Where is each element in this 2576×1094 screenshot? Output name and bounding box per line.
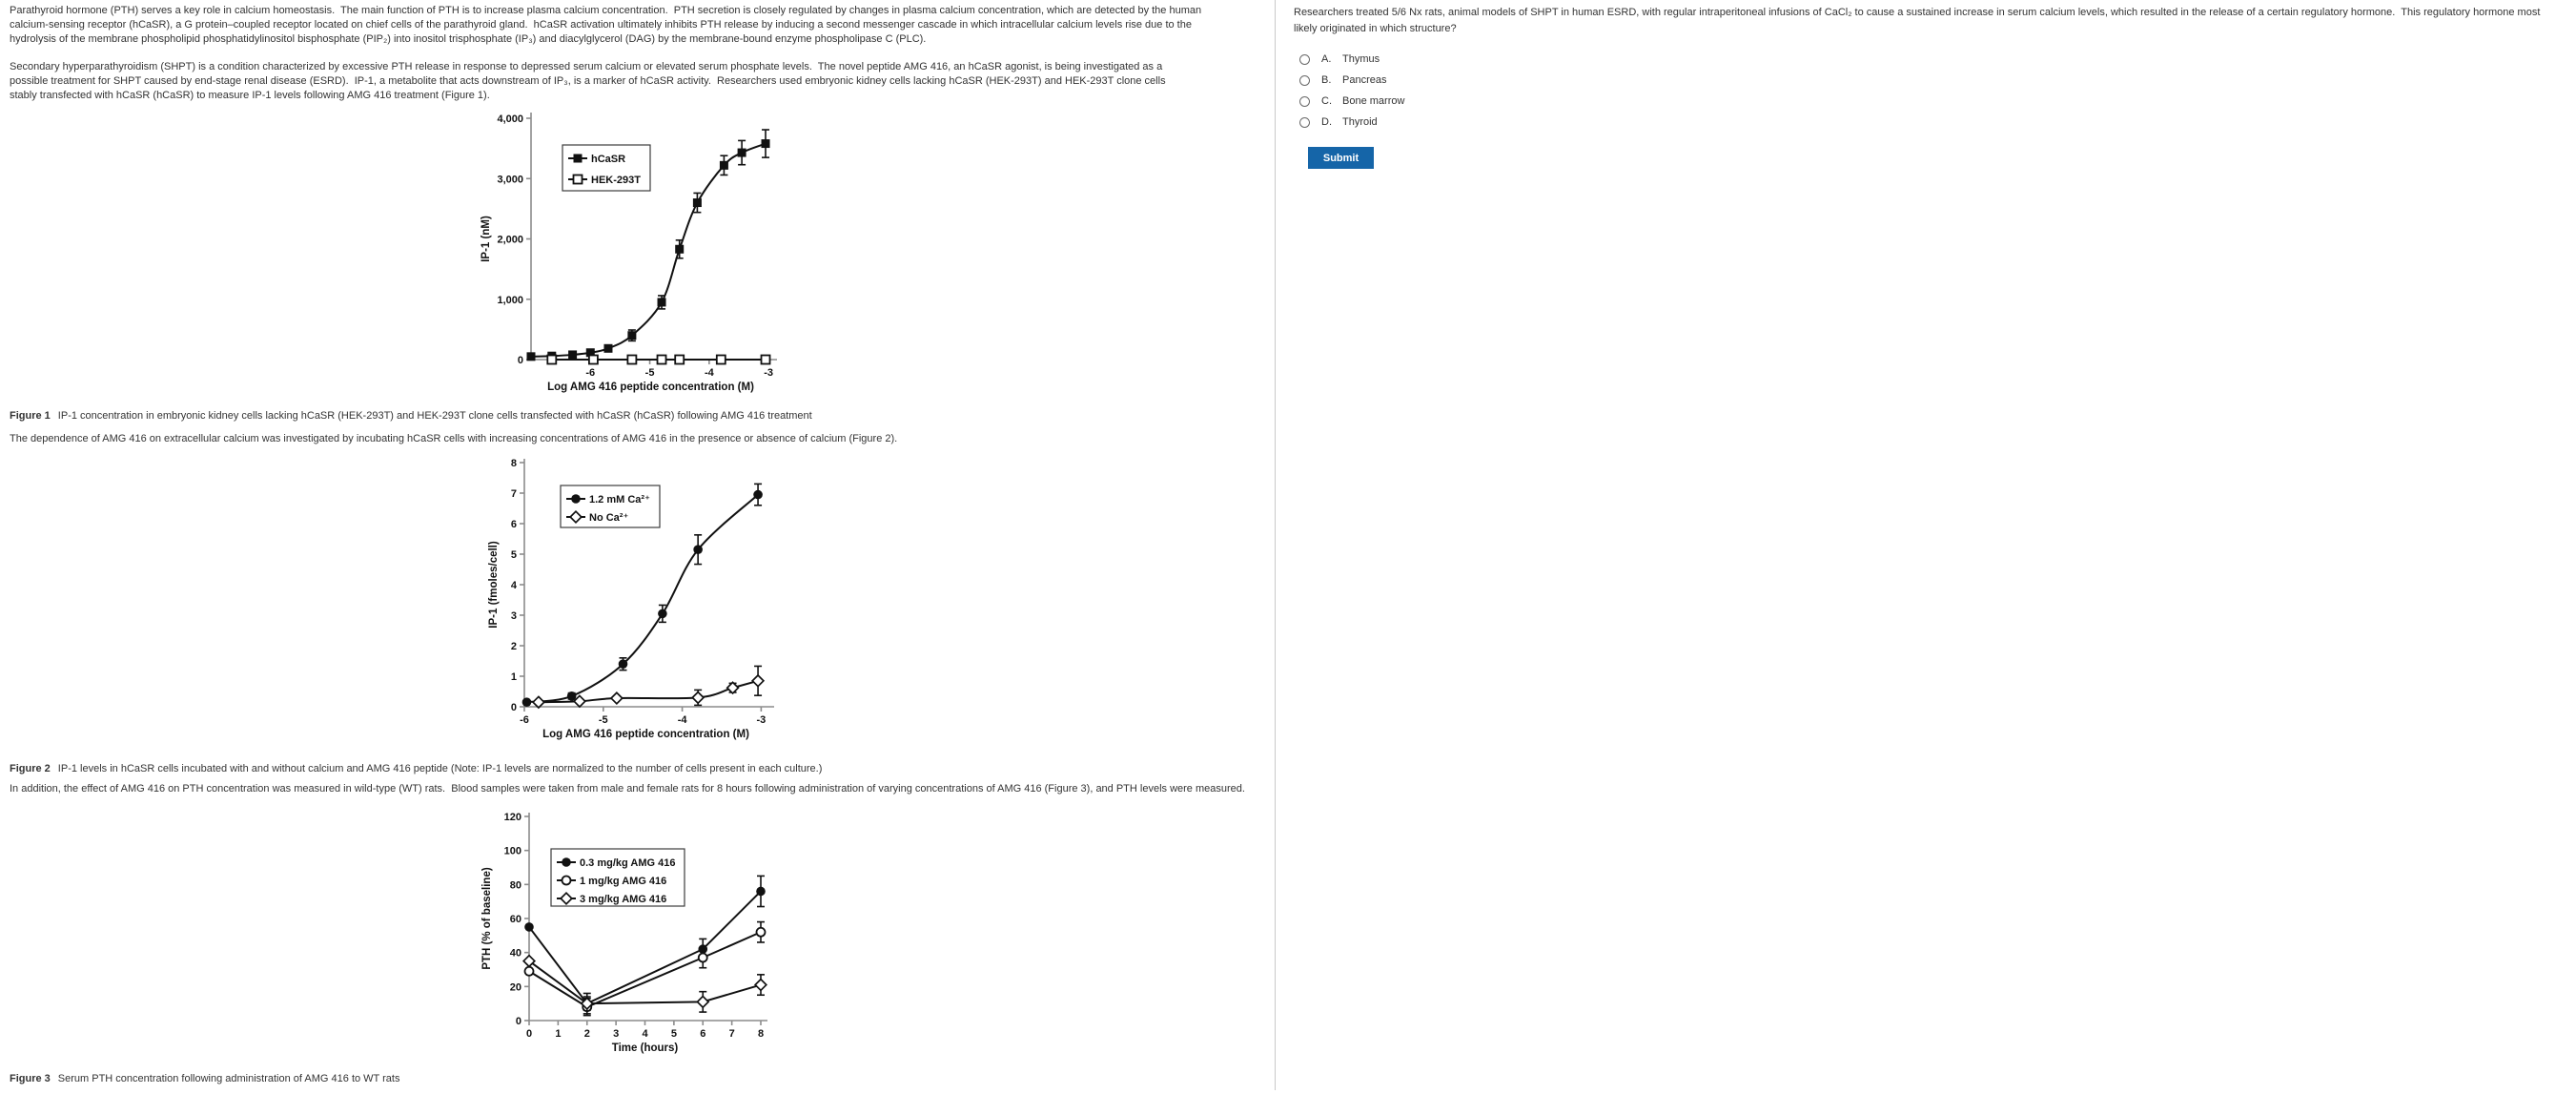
passage-paragraph-2: Secondary hyperparathyroidism (SHPT) is a condition characterized by excessive PTH release in response to depressed serum calcium or elevated serum phosphate levels. The novel peptide AMG 416, an hCaSR agonist, is being investigated as a possible treatment for SHPT caused by end-stage renal disease (ESRD). IP-1, a metabolite that acts downstream of IP₃, is a marker of hCaSR activity. Researchers used embryonic kidney cells lacking hCaSR (HEK-293T) and HEK-293T clone cells stably transfected with hCaSR (hCaSR) to measure IP-1 levels following AMG 416 treatment (Figure 1). [10, 61, 1169, 101]
figure3-chart [472, 813, 844, 1094]
svg-text:No Ca²⁺: No Ca²⁺ [589, 512, 629, 524]
option-c-radio[interactable] [1299, 96, 1310, 107]
answer-option-a[interactable] [1299, 53, 1404, 65]
svg-text:0: 0 [515, 1016, 521, 1027]
option-d-letter: D. [1321, 116, 1332, 128]
svg-text:-4: -4 [704, 367, 714, 379]
svg-text:0: 0 [510, 702, 517, 713]
figure2-caption [10, 762, 822, 775]
svg-text:60: 60 [509, 914, 521, 925]
figure2-label: Figure 2 [10, 763, 51, 774]
figure3-label: Figure 3 [10, 1073, 51, 1084]
svg-text:1.2 mM Ca²⁺: 1.2 mM Ca²⁺ [589, 494, 650, 506]
svg-text:120: 120 [503, 813, 521, 823]
svg-text:0.3 mg/kg AMG 416: 0.3 mg/kg AMG 416 [580, 857, 676, 869]
option-b-label: Pancreas [1342, 74, 1387, 86]
panel-divider [1275, 0, 1276, 1090]
svg-text:-6: -6 [585, 367, 596, 379]
svg-text:80: 80 [509, 879, 521, 892]
option-c-letter: C. [1321, 95, 1332, 107]
figure1-caption [10, 409, 812, 423]
svg-text:3,000: 3,000 [497, 174, 523, 186]
answer-option-d[interactable] [1299, 116, 1404, 128]
svg-text:1: 1 [555, 1028, 562, 1040]
svg-text:4: 4 [510, 580, 517, 591]
svg-text:PTH (% of baseline): PTH (% of baseline) [481, 867, 493, 970]
svg-text:-4: -4 [677, 714, 687, 726]
svg-text:2: 2 [510, 641, 517, 652]
figure3-caption [10, 1072, 399, 1085]
svg-text:hCaSR: hCaSR [591, 154, 626, 165]
figure2-caption-text: IP-1 levels in hCaSR cells incubated with and without calcium and AMG 416 peptide (Note: IP-1 levels are normalized to the number of cells present in each culture.) [57, 763, 823, 774]
svg-text:-3: -3 [756, 714, 767, 726]
svg-text:-3: -3 [764, 367, 774, 379]
svg-text:40: 40 [509, 947, 521, 960]
option-d-label: Thyroid [1342, 116, 1378, 128]
question-text: Researchers treated 5/6 Nx rats, animal models of SHPT in human ESRD, with regular intraperitoneal infusions of CaCl₂ to cause a sustained increase in serum calcium levels, which resulted in the release of a certain regulatory hormone. This regulatory hormone most likely originated in which structure? [1294, 7, 2544, 34]
svg-text:HEK-293T: HEK-293T [591, 175, 641, 186]
svg-text:7: 7 [728, 1028, 735, 1040]
svg-text:2,000: 2,000 [497, 234, 523, 246]
svg-text:1 mg/kg AMG 416: 1 mg/kg AMG 416 [580, 876, 667, 887]
option-a-radio[interactable] [1299, 54, 1310, 65]
svg-text:IP-1 (nM): IP-1 (nM) [480, 216, 492, 262]
svg-text:8: 8 [510, 459, 517, 469]
svg-text:1: 1 [510, 671, 517, 683]
svg-text:1,000: 1,000 [497, 294, 523, 306]
option-b-letter: B. [1321, 74, 1332, 86]
svg-text:20: 20 [509, 981, 521, 994]
submit-button[interactable]: Submit [1308, 147, 1374, 169]
svg-text:Log AMG 416 peptide concentrat: Log AMG 416 peptide concentration (M) [547, 382, 754, 393]
figure1-chart [472, 107, 953, 403]
svg-text:Log AMG 416 peptide concentrat: Log AMG 416 peptide concentration (M) [542, 729, 749, 740]
option-c-label: Bone marrow [1342, 95, 1405, 107]
passage-paragraph-3: The dependence of AMG 416 on extracellular calcium was investigated by incubating hCaSR cells with increasing concentrations of AMG 416 in the presence or absence of calcium (Figure 2). [10, 433, 898, 444]
svg-text:-6: -6 [520, 714, 529, 726]
answer-option-c[interactable] [1299, 95, 1404, 107]
svg-text:IP-1 (fmoles/cell): IP-1 (fmoles/cell) [488, 541, 500, 629]
svg-text:3: 3 [510, 610, 517, 622]
svg-text:-5: -5 [644, 367, 655, 379]
passage-paragraph-4: In addition, the effect of AMG 416 on PTH concentration was measured in wild-type (WT) rats. Blood samples were taken from male and female rats for 8 hours following administration of varying concentrations of AMG 416 (Figure 3), and PTH levels were measured. [10, 783, 1245, 795]
svg-text:Time (hours): Time (hours) [611, 1042, 679, 1054]
svg-text:0: 0 [517, 355, 523, 366]
svg-text:-5: -5 [598, 714, 608, 726]
svg-text:5: 5 [510, 549, 517, 561]
svg-text:5: 5 [670, 1028, 677, 1040]
svg-text:7: 7 [510, 488, 517, 500]
figure3-caption-text: Serum PTH concentration following administration of AMG 416 to WT rats [57, 1073, 400, 1084]
svg-text:4: 4 [642, 1028, 648, 1040]
svg-text:3: 3 [613, 1028, 620, 1040]
option-a-letter: A. [1321, 53, 1332, 65]
svg-text:2: 2 [583, 1028, 590, 1040]
answer-options [1299, 53, 1404, 137]
svg-text:4,000: 4,000 [497, 114, 523, 125]
svg-text:3 mg/kg AMG 416: 3 mg/kg AMG 416 [580, 894, 667, 905]
svg-text:0: 0 [525, 1028, 533, 1040]
option-a-label: Thymus [1342, 53, 1380, 65]
figure1-caption-text: IP-1 concentration in embryonic kidney cells lacking hCaSR (HEK-293T) and HEK-293T clone cells transfected with hCaSR (hCaSR) following AMG 416 treatment [57, 410, 812, 422]
answer-option-b[interactable] [1299, 74, 1404, 86]
svg-text:8: 8 [757, 1028, 765, 1040]
svg-text:6: 6 [700, 1028, 706, 1040]
option-d-radio[interactable] [1299, 117, 1310, 128]
figure1-label: Figure 1 [10, 410, 51, 422]
option-b-radio[interactable] [1299, 75, 1310, 86]
svg-text:100: 100 [503, 845, 521, 857]
figure2-chart [477, 459, 829, 752]
svg-text:6: 6 [510, 519, 517, 530]
passage-paragraph-1: Parathyroid hormone (PTH) serves a key role in calcium homeostasis. The main function of PTH is to increase plasma calcium concentration. PTH secretion is closely regulated by changes in plasma calcium concentration, which are detected by the human calcium-sensing receptor (hCaSR), a G protein–coupled receptor located on chief cells of the parathyroid gland. hCaSR activation ultimately inhibits PTH release by inducing a second messenger cascade in which intracellular calcium levels rise due to the hydrolysis of the membrane phospholipid phosphatidylinositol bisphosphate (PIP₂) into inositol trisphosphate (IP₃) and diacylglycerol (DAG) by the membrane-bound enzyme phospholipase C (PLC). [10, 5, 1205, 45]
